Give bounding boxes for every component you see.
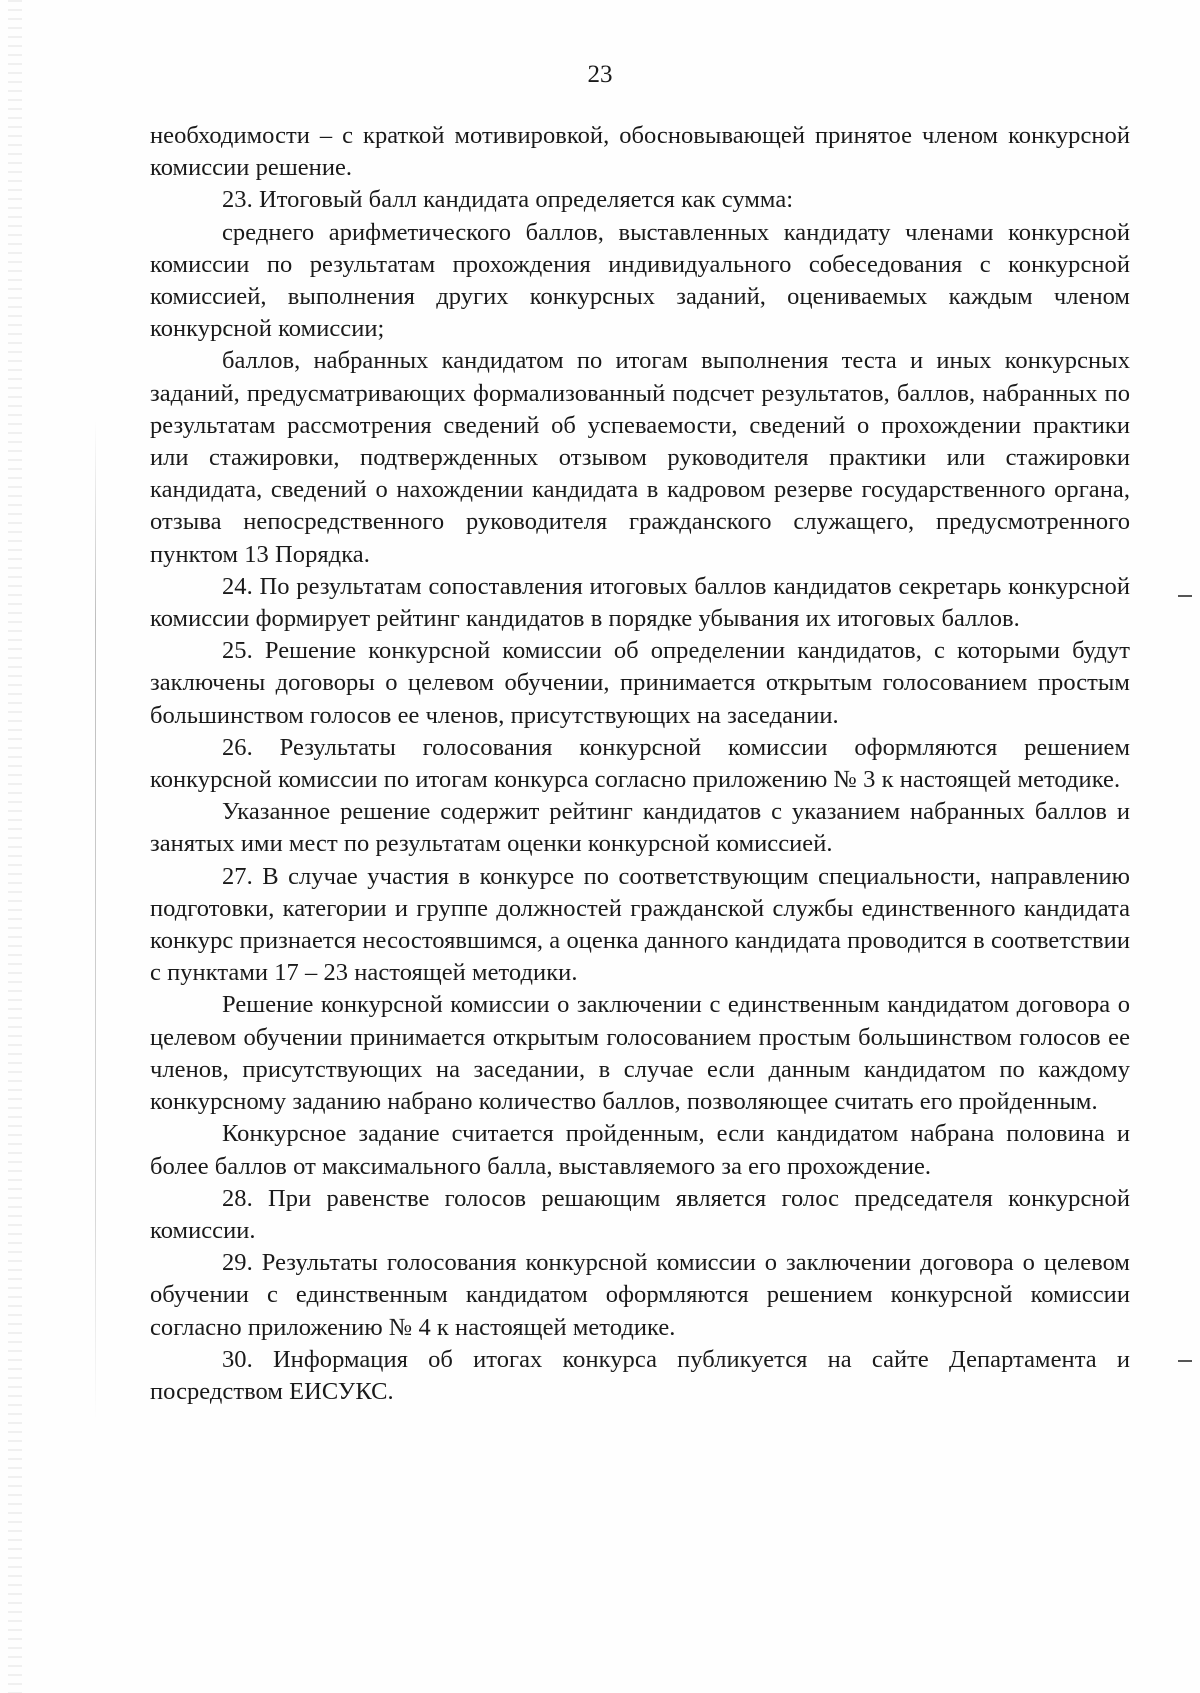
paragraph-item-26-note: Указанное решение содержит рейтинг кандидатов с указанием набранных баллов и занятых ими мест по результатам оценки конкурсной комиссией. (150, 798, 1130, 858)
paragraph-item-28: 28. При равенстве голосов решающим является голос председателя конкурсной комиссии. (150, 1184, 1130, 1244)
document-body (150, 120, 1130, 1408)
paragraph-item-29: 29. Результаты голосования конкурсной комиссии о заключении договора о целевом обучении с единственным кандидатом оформляются решением конкурсной комиссии согласно приложению № 4 к настоящей методике. (150, 1249, 1130, 1341)
paragraph-item-24: 24. По результатам сопоставления итоговых баллов кандидатов секретарь конкурсной комиссии формирует рейтинг кандидатов в порядке убывания их итоговых баллов. (150, 572, 1130, 633)
scan-tick-artifact (1178, 1360, 1192, 1362)
paragraph-item-30: 30. Информация об итогах конкурса публикуется на сайте Департамента и посредством ЕИСУКС. (150, 1345, 1130, 1405)
scan-tick-artifact (1178, 595, 1192, 597)
paragraph-item-27-passed: Конкурсное задание считается пройденным, если кандидатом набрана половина и более баллов от максимального балла, выставляемого за его прохождение. (150, 1120, 1130, 1180)
paragraph-item-23-part-2: баллов, набранных кандидатом по итогам выполнения теста и иных конкурсных заданий, предусматривающих формализованный подсчет результатов, баллов, набранных по результатам рассмотрения сведений об успеваемости, сведений о прохождении практики или стажировки, подтвержденных отзывом руководителя практики или стажировки кандидата, сведений о нахождении кандидата в кадровом резерве государственного органа, отзыва непосредственного руководителя гражданского служащего, предусмотренного пунктом 13 Порядка. (150, 347, 1130, 568)
paragraph-continuation: необходимости – с краткой мотивировкой, обосновывающей принятое членом конкурсной комиссии решение. (150, 122, 1130, 182)
paragraph-item-25: 25. Решение конкурсной комиссии об определении кандидатов, с которыми будут заключены договоры о целевом обучении, принимается открытым голосованием простым большинством голосов ее членов, присутствующих на заседании. (150, 637, 1130, 729)
paragraph-item-26: 26. Результаты голосования конкурсной комиссии оформляются решением конкурсной комиссии по итогам конкурса согласно приложению № 3 к настоящей методике. (150, 733, 1130, 794)
paragraph-item-27: 27. В случае участия в конкурсе по соответствующим специальности, направлению подготовки, категории и группе должностей гражданской службы единственного кандидата конкурс признается несостоявшимся, а оценка данного кандидата проводится в соответствии с пунктами 17 – 23 настоящей методики. (150, 862, 1130, 987)
paragraph-item-23: 23. Итоговый балл кандидата определяется как сумма: (222, 186, 794, 214)
paragraph-item-23-part-1: среднего арифметического баллов, выставленных кандидату членами конкурсной комиссии по результатам прохождения индивидуального собеседования с конкурсной комиссией, выполнения других конкурсных заданий, оцениваемых каждым членом конкурсной комиссии; (150, 218, 1130, 343)
paragraph-item-27-decision: Решение конкурсной комиссии о заключении с единственным кандидатом договора о целевом обучении принимается открытым голосованием простым большинством голосов ее членов, присутствующих на заседании, в случае если данным кандидатом по каждому конкурсному заданию набрано количество баллов, позволяющее считать его пройденным. (150, 991, 1130, 1116)
page-number: 23 (587, 61, 613, 88)
scan-edge-artifact (8, 0, 22, 1693)
scan-line-artifact (95, 420, 96, 1420)
